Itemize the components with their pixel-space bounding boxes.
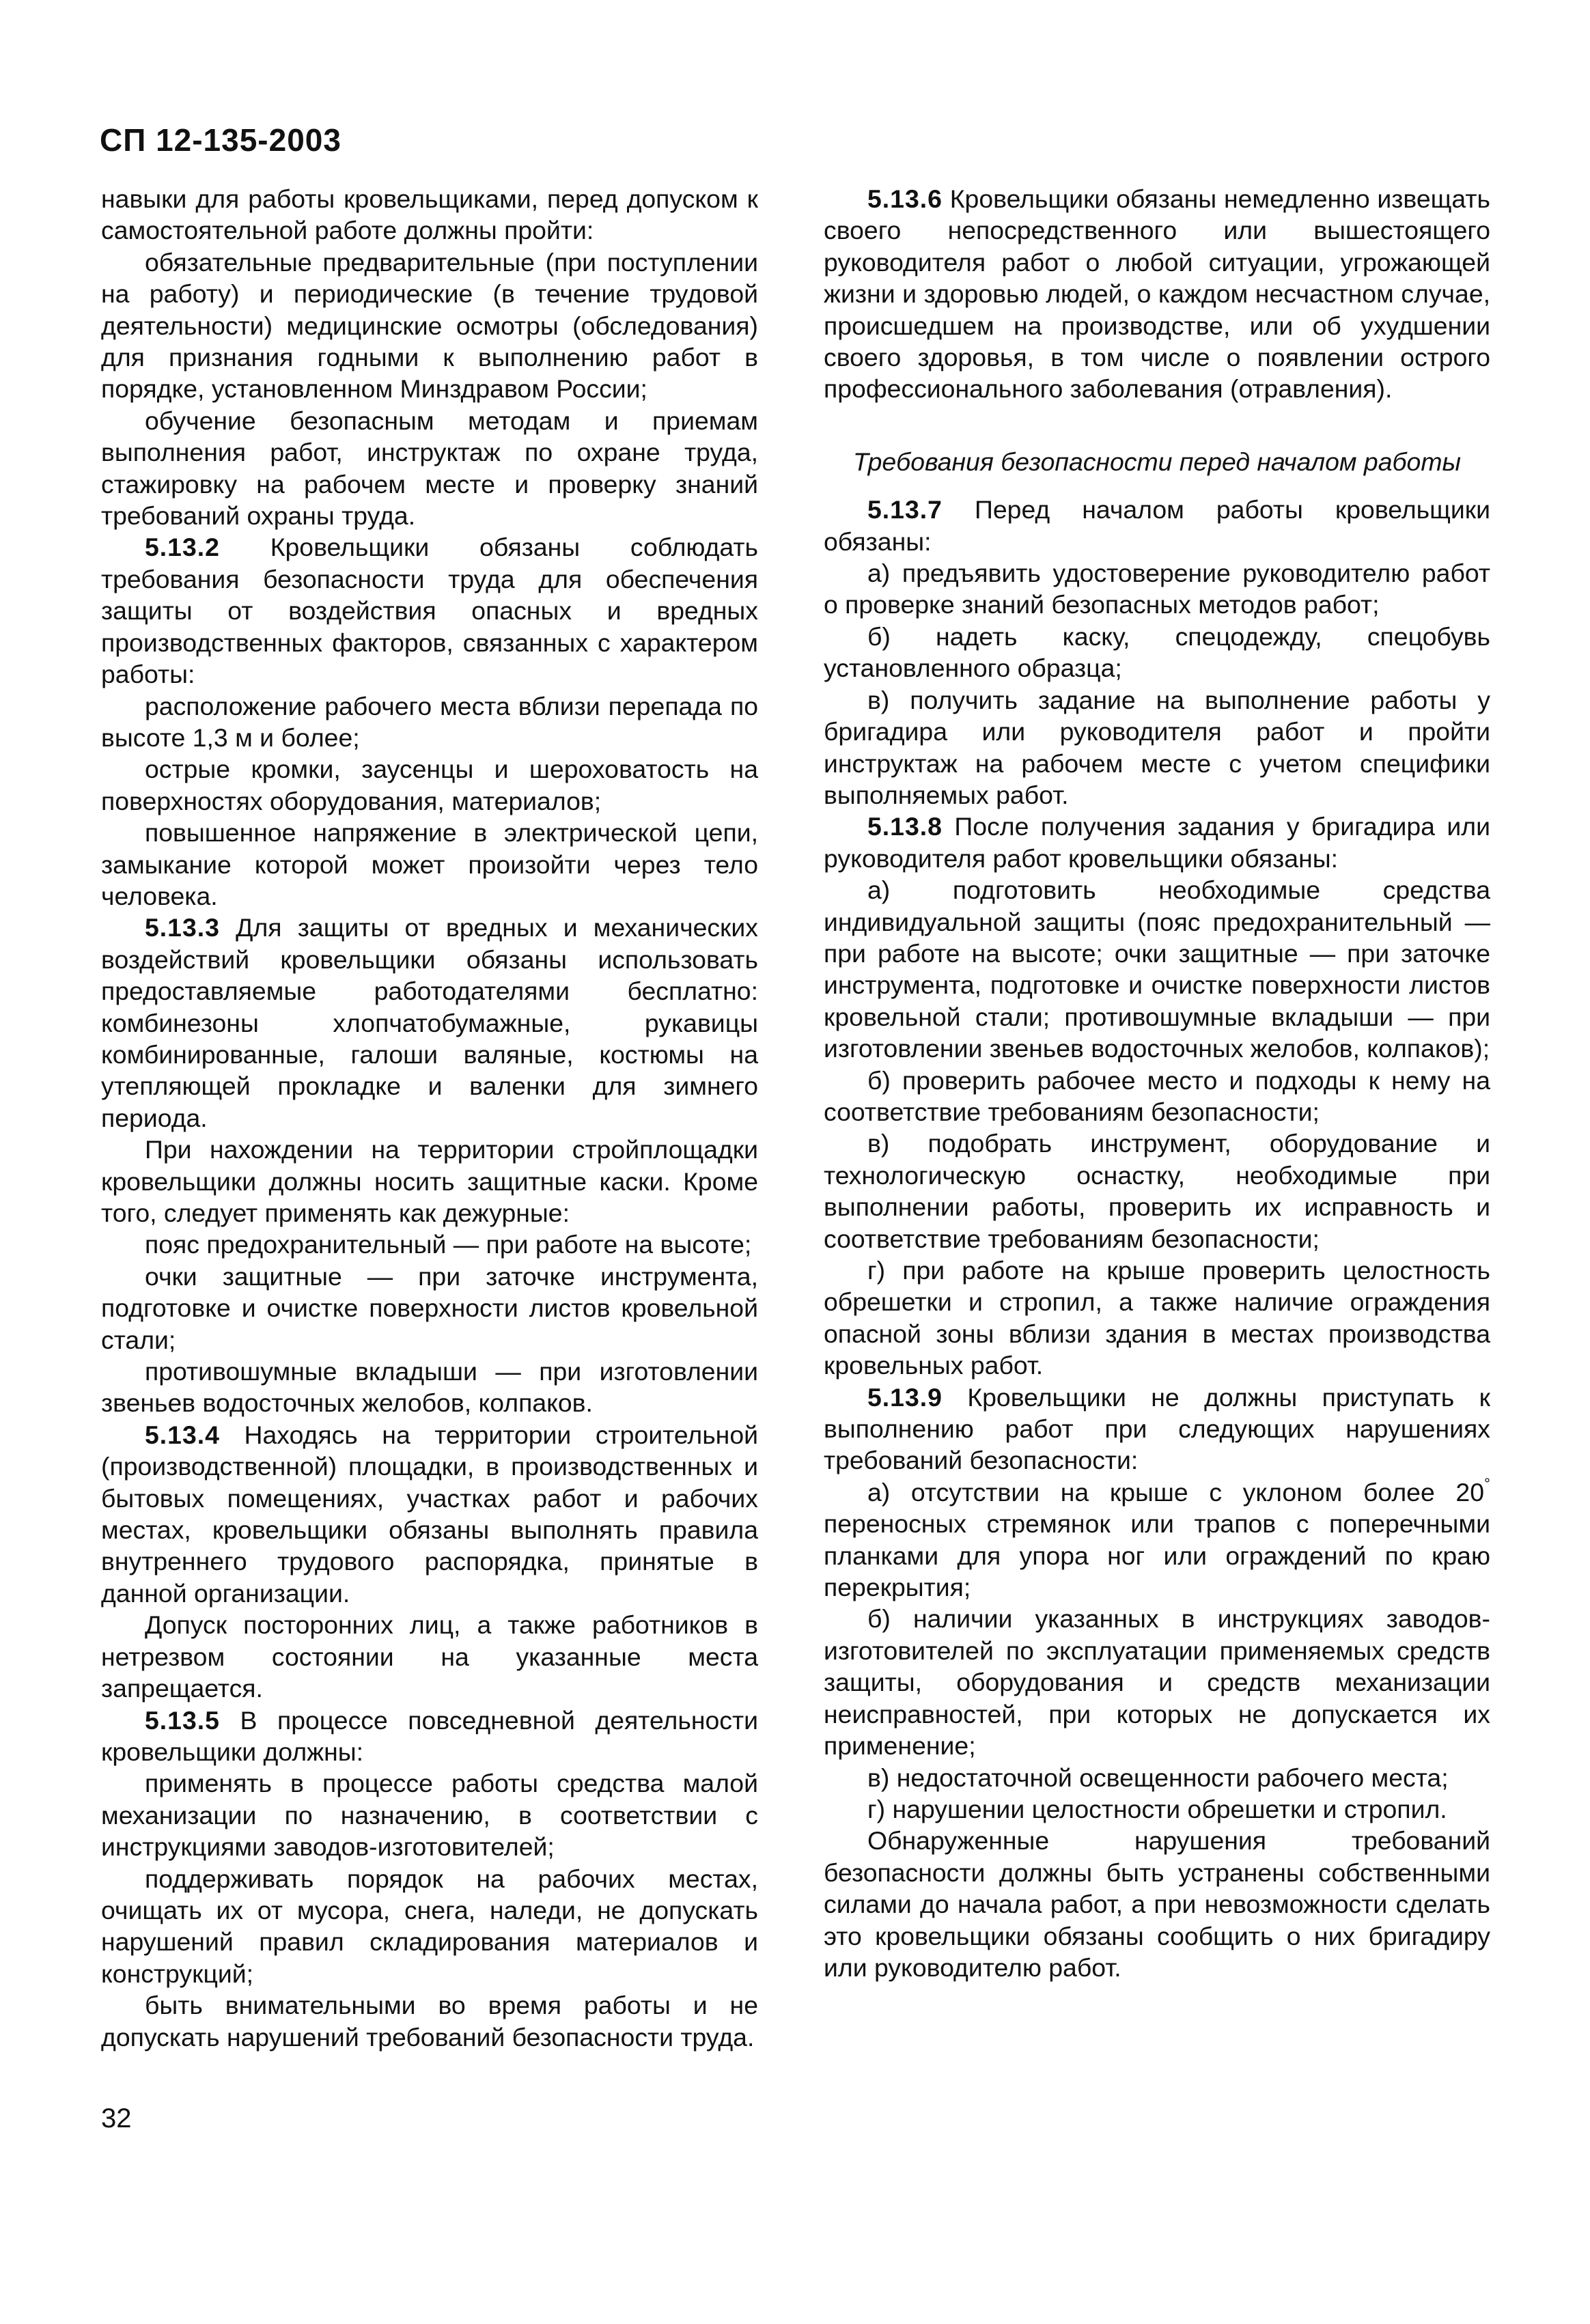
paragraph-text: Находясь на территории строительной (производственной) площадки, в производственных и бытовых помещениях, участках работ и рабочих местах, кровельщики обязаны выполнять правила внутреннего трудового распорядка, принятые в данной организации. — [101, 1420, 759, 1608]
paragraph-text: Кровельщики обязаны соблюдать требования безопасности труда для обеспечения защиты от воздействия опасных и вредных производственных факторов, связанных с характером работы: — [101, 533, 758, 689]
paragraph-text: При нахождении на территории стройплощадки кровельщики должны носить защитные каски. Кроме того, следует применять как дежурные: — [101, 1135, 758, 1227]
paragraph-text: повышенное напряжение в электрической цепи, замыкание которой может произойти через тело человека. — [101, 818, 758, 910]
paragraph — [101, 1261, 758, 1356]
clause-number: 5.13.5 — [145, 1705, 220, 1735]
document-code: СП 12-135-2003 — [100, 122, 341, 158]
paragraph — [101, 183, 758, 247]
paragraph-text: б) проверить рабочее место и подходы к нему на соответствие требованиям безопасности; — [824, 1065, 1490, 1126]
paragraph — [101, 1767, 758, 1862]
paragraph-text: В процессе повседневной деятельности кровельщики должны: — [101, 1705, 759, 1766]
degree-sign: ° — [1484, 1474, 1490, 1492]
paragraph-text: б) наличии указанных в инструкциях заводов-изготовителей по эксплуатации применяемых средств защиты, оборудования и средств механизации неисправностей, при которых не допускается их применение; — [824, 1604, 1490, 1761]
paragraph-text: Кровельщики не должны приступать к выполнению работ при следующих нарушениях требований безопасности: — [824, 1382, 1491, 1475]
paragraph — [101, 753, 758, 817]
paragraph-text: Допуск посторонних лиц, а также работников в нетрезвом состоянии на указанные места запрещается. — [101, 1610, 758, 1703]
clause-number: 5.13.9 — [867, 1382, 943, 1412]
clause-number: 5.13.3 — [145, 913, 220, 942]
paragraph-text: Перед началом работы кровельщики обязаны: — [824, 495, 1491, 556]
paragraph — [101, 1356, 758, 1419]
numbered-paragraph — [101, 1705, 758, 1768]
paragraph — [824, 1128, 1490, 1255]
clause-number: 5.13.4 — [145, 1420, 220, 1449]
paragraph — [101, 1229, 758, 1260]
paragraph-text: б) надеть каску, спецодежду, спецобувь установленного образца; — [824, 621, 1490, 683]
paragraph — [101, 1863, 758, 1990]
numbered-paragraph — [824, 811, 1490, 874]
numbered-paragraph — [824, 183, 1490, 405]
paragraph-text: Кровельщики обязаны немедленно извещать своего непосредственного или вышестоящего руководителя работ о любой ситуации, угрожающей жизни и здоровью людей, о каждом несчастном случае, происшедшем на производстве, или об ухудшении своего здоровья, в том числе о появлении острого профессионального заболевания (отравления). — [824, 184, 1490, 404]
numbered-paragraph — [824, 1382, 1490, 1476]
paragraph — [101, 247, 758, 405]
paragraph-text: в) подобрать инструмент, оборудование и технологическую оснастку, необходимые при выполнении работы, проверить их исправность и соответствие требованиям безопасности; — [824, 1129, 1490, 1253]
section-heading: Требования безопасности перед началом работы — [852, 447, 1462, 476]
numbered-paragraph — [101, 1419, 758, 1609]
paragraph-text: После получения задания у бригадира или руководителя работ кровельщики обязаны: — [824, 812, 1491, 873]
paragraph-text: в) недостаточной освещенности рабочего места; — [867, 1763, 1449, 1792]
paragraph-text-continued: переносных стремянок или трапов с поперечными планками для упора ног или ограждений по краю перекрытия; — [824, 1509, 1490, 1602]
paragraph — [824, 1762, 1490, 1793]
numbered-paragraph — [824, 494, 1490, 557]
paragraph-text: быть внимательными во время работы и не допускать нарушений требований безопасности труда. — [101, 1991, 758, 2052]
paragraph-text: обучение безопасным методам и приемам выполнения работ, инструктаж по охране труда, стажировку на рабочем месте и проверку знаний требований охраны труда. — [101, 406, 758, 531]
right-column — [824, 183, 1490, 1983]
page-number: 32 — [101, 2103, 132, 2133]
paragraph — [824, 1065, 1490, 1128]
clause-number: 5.13.6 — [867, 184, 943, 213]
paragraph-text: обязательные предварительные (при поступлении на работу) и периодические (в течение трудовой деятельности) медицинские осмотры (обследования) для признания годными к выполнению работ в порядке, установленном Минздравом России; — [101, 247, 758, 404]
paragraph-text: а) предъявить удостоверение руководителю работ о проверке знаний безопасных методов работ; — [824, 559, 1490, 619]
paragraph-text: применять в процессе работы средства малой механизации по назначению, в соответствии с инструкциями заводов-изготовителей; — [101, 1769, 758, 1862]
numbered-paragraph — [101, 531, 758, 690]
paragraph-text: противошумные вкладыши — при изготовлении звеньев водосточных желобов, колпаков. — [101, 1357, 758, 1418]
paragraph-text: г) при работе на крыше проверить целостность обрешетки и стропил, а также наличие ограждения опасной зоны вблизи здания в местах производства кровельных работ. — [824, 1256, 1490, 1380]
paragraph-text: а) подготовить необходимые средства индивидуальной защиты (пояс предохранительный — при работе на высоте; очки защитные — при заточке инструмента, подготовке и очистке поверхности листов кровельной стали; противошумные вкладыши — при изготовлении звеньев водосточных желобов, колпаков); — [824, 876, 1490, 1063]
paragraph-text: г) нарушении целостности обрешетки и стропил. — [867, 1794, 1447, 1823]
numbered-paragraph — [101, 912, 758, 1134]
paragraph-text: в) получить задание на выполнение работы у бригадира или руководителя работ и пройти инструктаж на рабочем месте с учетом специфики выполняемых работ. — [824, 685, 1490, 809]
paragraph — [824, 1825, 1490, 1983]
paragraph — [824, 684, 1490, 811]
paragraph-text: острые кромки, заусенцы и шероховатость на поверхностях оборудования, материалов; — [101, 755, 758, 815]
paragraph-text: очки защитные — при заточке инструмента, подготовке и очистке поверхности листов кровельной стали; — [101, 1261, 758, 1354]
paragraph — [824, 874, 1490, 1064]
paragraph-text: пояс предохранительный — при работе на высоте; — [145, 1230, 752, 1259]
paragraph-text: расположение рабочего места вблизи перепада по высоте 1,3 м и более; — [101, 691, 758, 752]
paragraph-text: поддерживать порядок на рабочих местах, очищать их от мусора, снега, наледи, не допускать нарушений правил складирования материалов и конструкций; — [101, 1864, 758, 1988]
paragraph — [824, 1476, 1490, 1604]
left-column — [101, 183, 758, 2053]
clause-number: 5.13.8 — [867, 812, 943, 841]
paragraph — [101, 1989, 758, 2053]
paragraph-text: Обнаруженные нарушения требований безопасности должны быть устранены собственными силами до начала работ, а при невозможности сделать это кровельщики обязаны сообщить о них бригадиру или руководителю работ. — [824, 1826, 1490, 1982]
clause-number: 5.13.2 — [145, 533, 220, 562]
paragraph — [824, 557, 1490, 621]
paragraph — [101, 817, 758, 912]
paragraph — [101, 405, 758, 532]
paragraph — [101, 690, 758, 754]
clause-number: 5.13.7 — [867, 495, 943, 524]
paragraph — [824, 1603, 1490, 1761]
paragraph-text: а) отсутствии на крыше с уклоном более 20 — [867, 1477, 1485, 1507]
paragraph — [101, 1134, 758, 1229]
paragraph — [824, 1793, 1490, 1825]
paragraph — [101, 1609, 758, 1704]
paragraph-text: навыки для работы кровельщиками, перед допуском к самостоятельной работе должны пройти: — [101, 184, 758, 245]
paragraph — [824, 1255, 1490, 1382]
paragraph — [824, 621, 1490, 684]
paragraph-text: Для защиты от вредных и механических воздействий кровельщики обязаны использовать предоставляемые работодателями бесплатно: комбинезоны хлопчатобумажные, рукавицы комбинированные, галоши валяные, костюмы на утепляющей прокладке и валенки для зимнего периода. — [101, 913, 758, 1132]
